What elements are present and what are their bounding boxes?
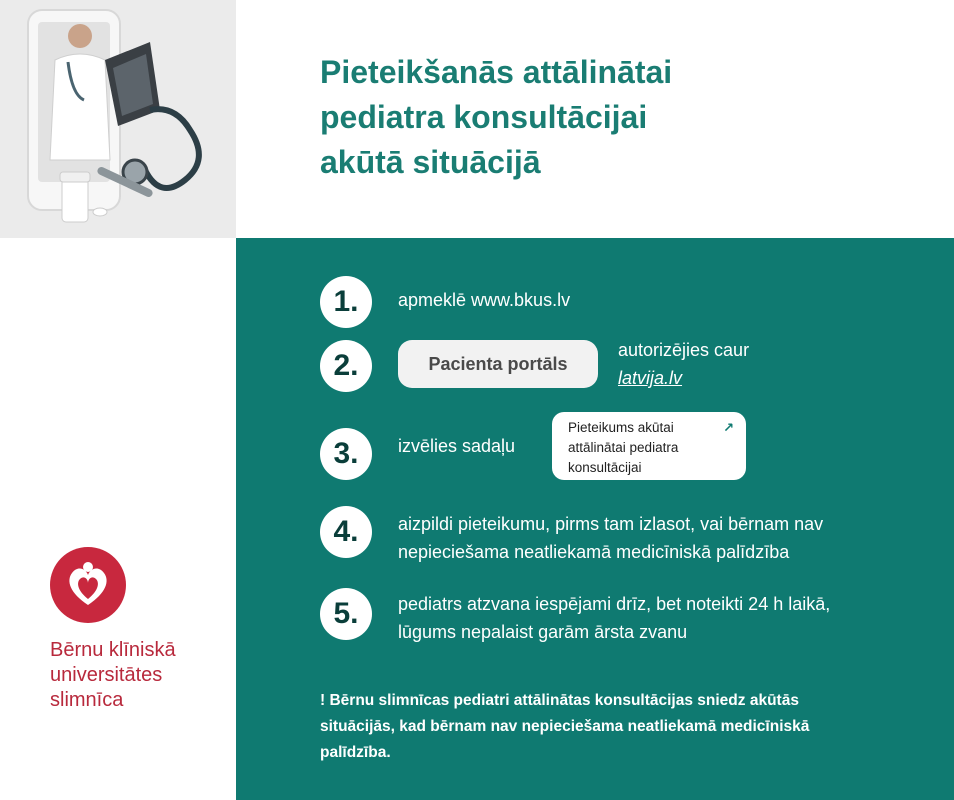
card-line-3: konsultācijai <box>568 460 642 475</box>
note-line-3: palīdzība. <box>320 744 391 761</box>
arrow-up-right-icon: ↗ <box>723 420 734 435</box>
logo-line-3: slimnīca <box>50 689 124 711</box>
latvija-link[interactable]: latvija.lv <box>618 368 683 388</box>
step-4-number: 4. <box>320 506 372 558</box>
note-line-1: ! Bērnu slimnīcas pediatri attālinātas konsultācijas sniedz akūtās <box>320 692 799 709</box>
patient-portal-button[interactable]: Pacienta portāls <box>398 340 598 388</box>
note-line-2: situācijās, kad bērnam nav nepieciešama neatliekamā medicīniskā <box>320 718 810 735</box>
heart-child-emblem <box>50 547 126 623</box>
title-line-2: pediatra konsultācijai <box>320 99 648 135</box>
step-5-text-line-2: lūgums nepalaist garām ārsta zvanu <box>398 622 688 642</box>
title-line-1: Pieteikšanās attālinātai <box>320 54 673 90</box>
application-section-card[interactable] <box>552 412 746 480</box>
step-5-number: 5. <box>320 588 372 640</box>
step-2-text-line-1: autorizējies caur <box>618 340 750 360</box>
logo-line-2: universitātes <box>50 664 163 686</box>
step-1-number: 1. <box>320 276 372 328</box>
step-1-text: apmeklē www.bkus.lv <box>398 290 571 310</box>
card-line-1: Pieteikums akūtai <box>568 420 674 435</box>
step-4-text <box>398 510 823 566</box>
step-2-text <box>618 336 749 392</box>
card-line-2: attālinātai pediatra <box>568 440 679 455</box>
doctor-tablet-illustration <box>0 0 236 238</box>
step-3-text: izvēlies sadaļu <box>398 436 516 456</box>
important-note <box>320 688 910 766</box>
hospital-logo-icon <box>50 547 126 623</box>
step-5-text-line-1: pediatrs atzvana iespējami drīz, bet noteikti 24 h laikā, <box>398 594 831 614</box>
telemedicine-illustration <box>0 0 236 238</box>
step-2-number: 2. <box>320 340 372 392</box>
step-5-text <box>398 590 830 646</box>
step-3-number: 3. <box>320 428 372 480</box>
step-4-text-line-2: nepieciešama neatliekamā medicīniskā palīdzība <box>398 542 790 562</box>
title-line-3: akūtā situācijā <box>320 144 541 180</box>
page-title <box>320 50 920 185</box>
logo-line-1: Bērnu klīniskā <box>50 639 176 661</box>
step-4-text-line-1: aizpildi pieteikumu, pirms tam izlasot, vai bērnam nav <box>398 514 824 534</box>
hospital-name <box>50 638 176 713</box>
